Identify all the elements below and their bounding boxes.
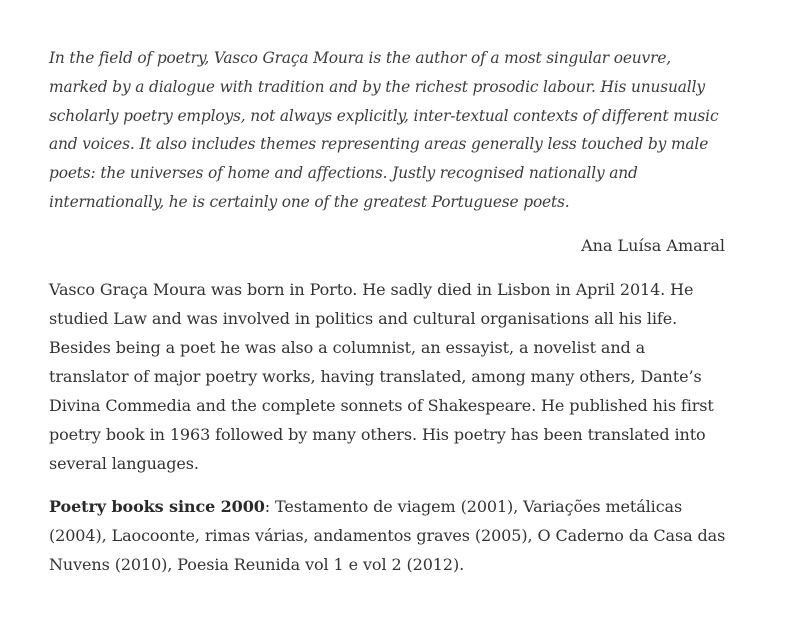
quote-text: In the field of poetry, Vasco Graça Moura is the author of a most singular oeuvre, marked by a dialogue with tradition and by the richest prosodic labour. His unusually scholarly poetry employs, not always explicitly, inter-textual contexts of different music and voices. It also includes themes representing areas generally less touched by male poets: the universes of home and affections. Justly recognised nationally and internationally, he is certainly one of the greatest Portuguese poets. bbox=[49, 49, 719, 211]
poetry-books-list: : Testamento de viagem (2001), Variações metálicas (2004), Laocoonte, rimas várias, andamentos graves (2005), O Caderno da Casa das Nuvens (2010), Poesia Reunida vol 1 e vol 2 (2012). bbox=[49, 496, 726, 574]
poetry-books-label: Poetry books since 2000 bbox=[49, 496, 265, 516]
article-content bbox=[49, 44, 729, 579]
biography-paragraph: Vasco Graça Moura was born in Porto. He sadly died in Lisbon in April 2014. He studied Law and was involved in politics and cultural organisations all his life. Besides being a poet he was also a columnist, an essayist, a novelist and a translator of major poetry works, having translated, among many others, Dante’s Divina Commedia and the complete sonnets of Shakespeare. He published his first poetry book in 1963 followed by many others. His poetry has been translated into several languages. bbox=[49, 279, 714, 473]
quote-attribution: Ana Luísa Amaral bbox=[581, 235, 725, 255]
poetry-books-paragraph bbox=[49, 492, 729, 579]
